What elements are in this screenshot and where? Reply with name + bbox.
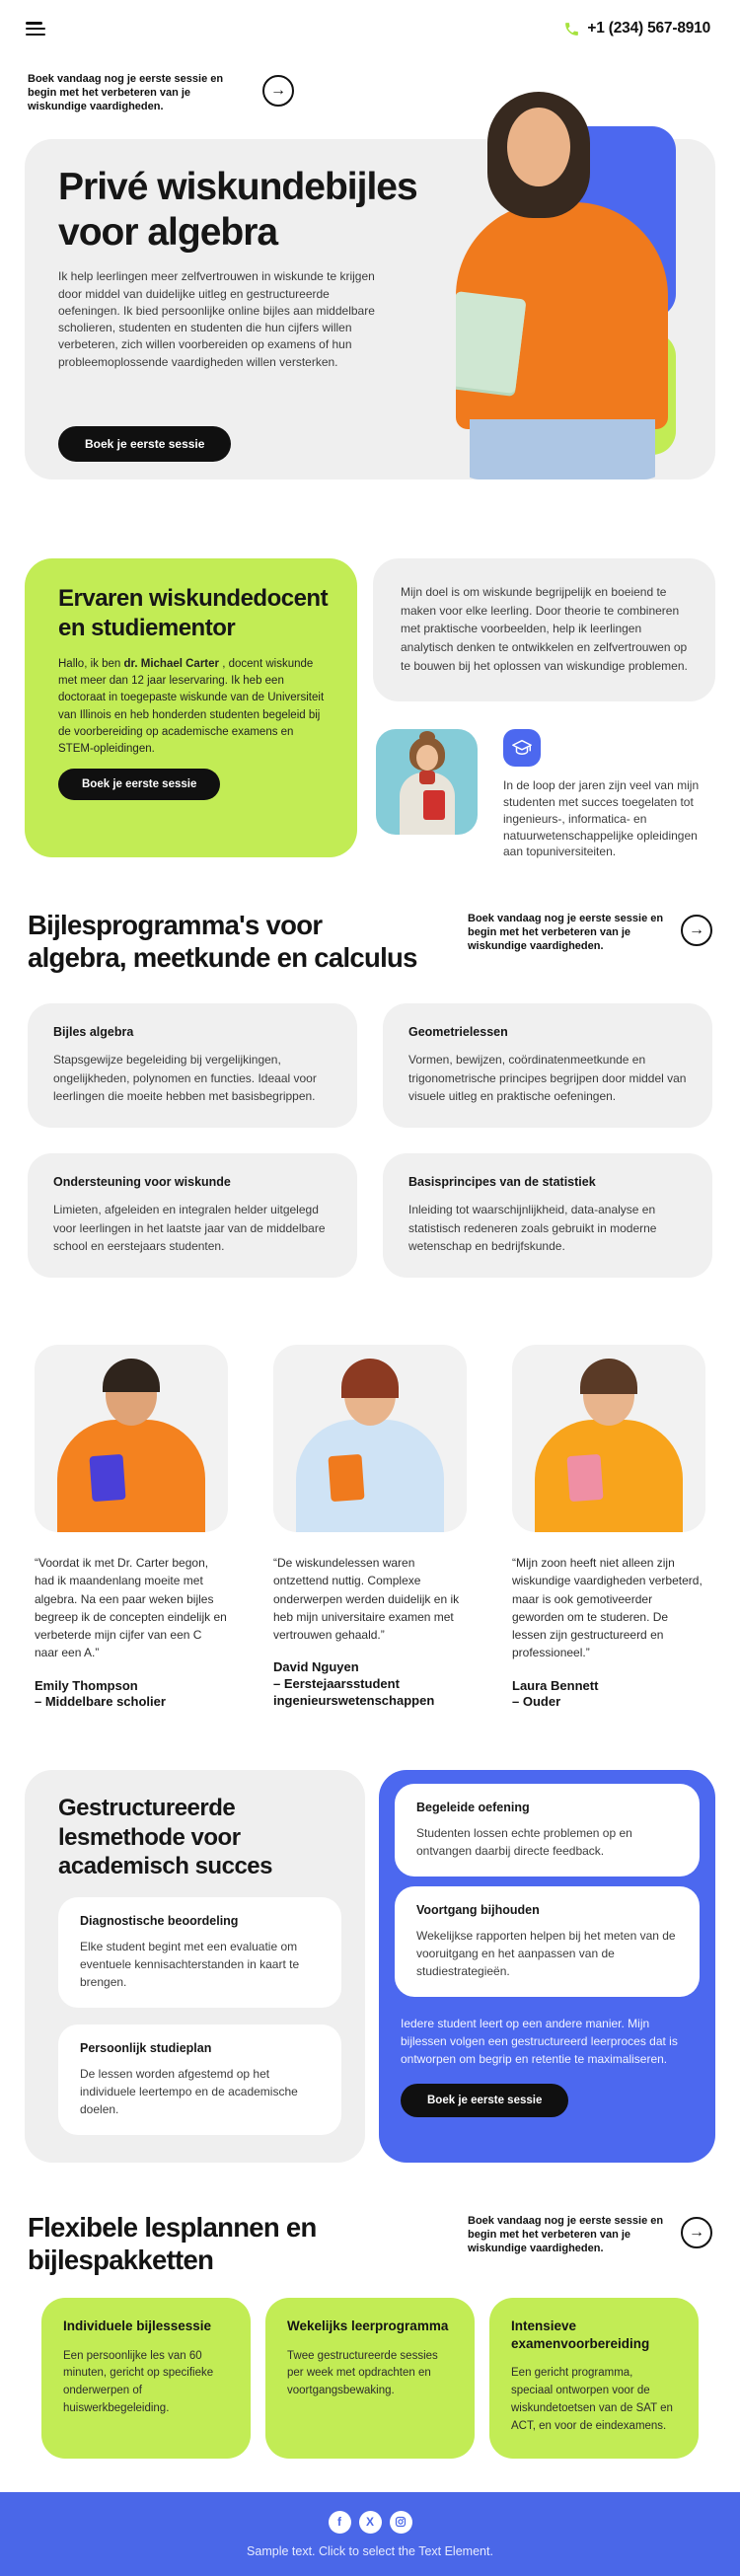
testimonial-name: Emily Thompson bbox=[35, 1677, 138, 1693]
program-card-text: Stapsgewijze begeleiding bij vergelijkingen, ongelijkheden, polynomen en functies. Ideaal voor leerlingen die moeite hebben met basisbegrippen. bbox=[53, 1053, 317, 1104]
topbar bbox=[0, 0, 740, 37]
method-step: Diagnostische beoordeling Elke student begint met een evaluatie om eventuele kennisachterstanden in kaart te brengen. bbox=[58, 1897, 341, 2008]
testimonial-quote: “Voordat ik met Dr. Carter begon, had ik maandenlang moeite met algebra. Na een paar weken bijles begreep ik de concepten eindelijk en verbeterde mijn cijfer van een C naar een A.” bbox=[35, 1556, 227, 1660]
plan-card bbox=[41, 2298, 251, 2459]
testimonial bbox=[499, 1345, 718, 1711]
hero-book-button[interactable]: Boek je eerste sessie bbox=[58, 426, 231, 462]
about-card bbox=[25, 558, 357, 857]
student-photo bbox=[512, 1345, 705, 1532]
plans-cards bbox=[41, 2298, 699, 2459]
phone-icon bbox=[563, 21, 580, 37]
program-card-title: Ondersteuning voor wiskunde bbox=[53, 1175, 231, 1190]
method-title: Gestructureerde lesmethode voor academisch succes bbox=[58, 1795, 272, 1879]
plans-cta: Boek vandaag nog je eerste sessie en begin met het verbeteren van je wiskundige vaardigheden. → bbox=[468, 2212, 712, 2255]
teacher-photo bbox=[376, 729, 478, 835]
plans-section bbox=[0, 2212, 740, 2459]
program-card-text: Inleiding tot waarschijnlijkheid, data-analyse en statistisch redeneren zoals gebruikt in moderne wetenschap en bedrijfskunde. bbox=[408, 1203, 657, 1254]
method-section bbox=[25, 1770, 715, 2163]
plan-card-text: Een gericht programma, speciaal ontworpen voor de wiskundetoetsen van de SAT en ACT, en voor de eindexamens. bbox=[511, 2367, 673, 2432]
achievement-text: In de loop der jaren zijn veel van mijn studenten met succes toegelaten tot ingenieurs-, informatica- en natuurwetenschappelijke opleidingen aan topuniversiteiten. bbox=[503, 778, 700, 859]
testimonial-name: Laura Bennett bbox=[512, 1677, 599, 1693]
arrow-circle-icon[interactable]: → bbox=[681, 2217, 712, 2248]
plans-header bbox=[28, 2212, 712, 2276]
cta-text: Boek vandaag nog je eerste sessie en begin met het verbeteren van je wiskundige vaardigheden. bbox=[28, 73, 224, 112]
testimonial-quote: “Mijn zoon heeft niet alleen zijn wiskundige vaardigheden verbeterd, maar is ook gemotiveerder geworden om te studeren. De lessen zijn gestructureerd en professioneel.” bbox=[512, 1556, 703, 1660]
program-card-title: Geometrielessen bbox=[408, 1025, 508, 1040]
program-card bbox=[383, 1003, 712, 1128]
programs-cta: Boek vandaag nog je eerste sessie en begin met het verbeteren van je wiskundige vaardigheden. → bbox=[468, 910, 712, 953]
x-twitter-icon[interactable]: X bbox=[359, 2511, 382, 2534]
plan-card-text: Twee gestructureerde sessies per week met opdrachten en voortgangsbewaking. bbox=[287, 2349, 438, 2397]
hero-title: Privé wiskundebijles voor algebra bbox=[58, 166, 417, 255]
about-right-column bbox=[373, 558, 715, 860]
method-step: Voortgang bijhouden Wekelijkse rapporten helpen bij het meten van de vooruitgang en het aanpassen van de studiestrategieën. bbox=[395, 1886, 700, 1997]
programs-title: Bijlesprogramma's voor algebra, meetkunde en calculus bbox=[28, 910, 417, 973]
about-section bbox=[25, 558, 715, 860]
testimonial-role: – Eerstejaarsstudent ingenieurswetenschappen bbox=[273, 1676, 435, 1709]
program-card-title: Basisprincipes van de statistiek bbox=[408, 1175, 596, 1190]
testimonial-name: David Nguyen bbox=[273, 1659, 359, 1675]
about-title: Ervaren wiskundedocent en studiementor bbox=[58, 585, 329, 641]
program-card bbox=[383, 1153, 712, 1278]
program-card bbox=[28, 1153, 357, 1278]
program-card-title: Bijles algebra bbox=[53, 1025, 134, 1040]
hamburger-icon bbox=[26, 22, 42, 25]
program-card-text: Vormen, bewijzen, coördinatenmeetkunde en trigonometrische principes begrijpen door middel van visuele uitleg en praktische oefeningen. bbox=[408, 1053, 687, 1104]
method-card-gray bbox=[25, 1770, 365, 2163]
hero-illustration bbox=[419, 139, 715, 479]
plans-title: Flexibele lesplannen en bijlespakketten bbox=[28, 2212, 317, 2275]
testimonials-section bbox=[22, 1345, 718, 1711]
arrow-circle-icon[interactable]: → bbox=[262, 75, 294, 107]
facebook-icon[interactable]: f bbox=[329, 2511, 351, 2534]
about-media-row bbox=[373, 729, 715, 860]
method-step: Persoonlijk studieplan De lessen worden afgestemd op het individuele leertempo en de academische doelen. bbox=[58, 2024, 341, 2135]
plan-card-title: Wekelijks leerprogramma bbox=[287, 2318, 449, 2333]
footer bbox=[0, 2492, 740, 2576]
program-card bbox=[28, 1003, 357, 1128]
about-book-button[interactable]: Boek je eerste sessie bbox=[58, 769, 220, 800]
footer-note[interactable]: Sample text. Click to select the Text Element. bbox=[247, 2543, 493, 2558]
testimonial bbox=[260, 1345, 480, 1711]
social-links bbox=[329, 2511, 412, 2534]
method-card-blue bbox=[379, 1770, 715, 2163]
testimonial bbox=[22, 1345, 241, 1711]
program-card-text: Limieten, afgeleiden en integralen helder uitgelegd voor leerlingen in het laatste jaar van de middelbare school en eerstejaars studenten. bbox=[53, 1203, 326, 1254]
plan-card bbox=[489, 2298, 699, 2459]
tutor-photo bbox=[456, 92, 668, 479]
student-photo bbox=[35, 1345, 228, 1532]
achievement-block bbox=[503, 729, 706, 860]
student-photo bbox=[273, 1345, 467, 1532]
mission-card: Mijn doel is om wiskunde begrijpelijk en boeiend te maken voor elke leerling. Door theorie te combineren met praktische voorbeelden, help ik leerlingen analytisch denken te ontwikkelen en zelfvertrouwen op te bouwen bij het oplossen van wiskundige problemen. bbox=[373, 558, 715, 701]
method-step: Begeleide oefening Studenten lossen echte problemen op en ontvangen daarbij directe feedback. bbox=[395, 1784, 700, 1877]
instagram-icon[interactable] bbox=[390, 2511, 412, 2534]
testimonial-role: – Ouder bbox=[512, 1694, 561, 1710]
testimonial-quote: “De wiskundelessen waren ontzettend nuttig. Complexe onderwerpen werden duidelijk en ik heb mijn universitaire examen met vertrouwen gehaald.” bbox=[273, 1556, 460, 1643]
method-note: Iedere student leert op een andere manier. Mijn bijlessen volgen een gestructureerd leerproces dat is ontworpen om begrip en retentie te maximaliseren. bbox=[401, 2017, 678, 2067]
arrow-circle-icon[interactable]: → bbox=[681, 915, 712, 946]
testimonial-role: – Middelbare scholier bbox=[35, 1694, 166, 1710]
menu-button[interactable] bbox=[26, 22, 45, 36]
programs-section bbox=[0, 910, 740, 1278]
plan-card bbox=[265, 2298, 475, 2459]
teacher-name: dr. Michael Carter bbox=[123, 657, 220, 670]
method-book-button[interactable]: Boek je eerste sessie bbox=[401, 2084, 568, 2117]
about-intro: Hallo, ik ben dr. Michael Carter , docent wiskunde met meer dan 12 jaar leservaring. Ik heb een doctoraat in toegepaste wiskunde van de Universiteit van Illinois en heb honderden studenten begeleid bij de voorbereiding op academische examens en STEM-opleidingen. bbox=[58, 657, 325, 756]
plan-card-title: Intensieve examenvoorbereiding bbox=[511, 2318, 650, 2351]
hero-description: Ik help leerlingen meer zelfvertrouwen in wiskunde te krijgen door middel van duidelijke uitleg en gestructureerde oefeningen. Ik bied persoonlijke online bijles aan middelbare scholieren, studenten en studenten die hun cijfers willen verbeteren, zich willen voorbereiden op examens of hun probleemoplossende vaardigheden willen versterken. bbox=[58, 269, 375, 369]
programs-header bbox=[28, 910, 712, 974]
plan-card-text: Een persoonlijke les van 60 minuten, gericht op specifieke onderwerpen of huiswerkbegeleiding. bbox=[63, 2349, 214, 2414]
phone-link[interactable] bbox=[563, 20, 710, 37]
graduation-cap-icon bbox=[503, 729, 541, 767]
plan-card-title: Individuele bijlessessie bbox=[63, 2318, 212, 2333]
programs-cards bbox=[28, 1003, 712, 1278]
phone-number: +1 (234) 567-8910 bbox=[587, 20, 710, 37]
hero-section bbox=[25, 139, 715, 479]
